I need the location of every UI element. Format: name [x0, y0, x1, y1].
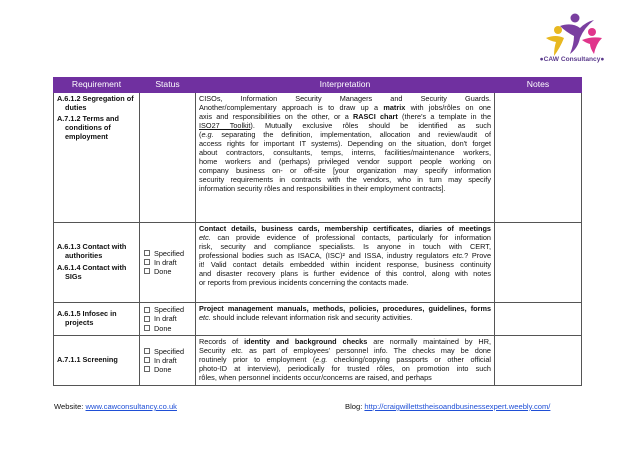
checkbox-icon[interactable]	[144, 250, 150, 256]
requirement-label: A.6.1.5 Infosec in projects	[57, 308, 117, 327]
status-option-label: In draft	[154, 355, 177, 365]
status-option-label: In draft	[154, 314, 177, 324]
notes-cell[interactable]	[495, 336, 582, 386]
checkbox-icon[interactable]	[144, 307, 150, 313]
interpretation-line: CISOs, Information Security Managers and Security Guards.	[199, 94, 491, 103]
requirement-cell	[54, 336, 140, 386]
interpretation-cell	[196, 303, 495, 336]
status-option[interactable]	[143, 258, 192, 267]
interpretation-line: information security rôles and responsibilities in their employment contracts].	[199, 184, 446, 194]
header-notes: Notes	[495, 78, 582, 93]
footer-website	[54, 402, 177, 411]
status-cell	[140, 223, 196, 303]
interpretation-line: risk, security and compliance specialists. Is anyone in touch with CERT,	[199, 242, 491, 252]
interpretation-line: professional bodies such as ISACA, (ISC)² and ISSA, industry regulators etc.? Prove	[199, 251, 491, 261]
status-option-label: In draft	[154, 257, 177, 267]
footer-blog	[345, 402, 550, 411]
checkbox-icon[interactable]	[144, 259, 150, 265]
status-option[interactable]	[143, 324, 192, 333]
interpretation-cell	[196, 93, 495, 223]
interpretation-line: about contractors, consultants, temps, interns, facilities/maintenance workers,	[199, 148, 491, 158]
interpretation-line: Records of identity and background checks are normally maintained by HR,	[199, 337, 491, 346]
blog-label: Blog:	[345, 402, 365, 411]
interpretation-line: Contact details, business cards, membership certificates, diaries of meetings	[199, 224, 491, 233]
requirement-label: A.7.1.2 Terms and conditions of employment	[57, 114, 119, 142]
requirement-cell	[54, 93, 140, 223]
interpretation-line: etc. should include relevant information risk and security activities.	[199, 313, 413, 323]
status-option[interactable]	[143, 249, 192, 258]
blog-link[interactable]: http://craigwillettstheisoandbusinessexpert.weebly.com/	[364, 402, 551, 411]
checkbox-icon[interactable]	[144, 316, 150, 322]
interpretation-cell	[196, 336, 495, 386]
requirement-label: A.6.1.3 Contact with authorities	[57, 242, 127, 261]
status-option[interactable]	[143, 267, 192, 276]
status-cell	[140, 93, 196, 223]
checkbox-icon[interactable]	[144, 348, 150, 354]
interpretation-line: security requirements in contracts with the vendors, who in turn may specify	[199, 175, 491, 185]
interpretation-line: routinely prior to employment (e.g. checking/copying passports or other official	[199, 355, 491, 365]
interpretation-line: home workers and (perhaps) privileged vendor support people working on	[199, 157, 491, 167]
table-row	[54, 336, 582, 386]
interpretation-line: company business on- or off-site [your organization may specify information	[199, 166, 491, 176]
status-option-label: Done	[154, 323, 172, 333]
status-option-label: Done	[154, 365, 172, 375]
status-option-label: Specified	[154, 346, 185, 356]
status-option[interactable]	[143, 365, 192, 374]
status-cell	[140, 336, 196, 386]
header-requirement: Requirement	[54, 78, 140, 93]
interpretation-line: and disaster recovery plans is further evidence of this control, along with notes	[199, 269, 491, 279]
checkbox-icon[interactable]	[144, 357, 150, 363]
notes-cell[interactable]	[495, 223, 582, 303]
interpretation-line: Another/complementary approach is to draw up a matrix with jobs/rôles on one	[199, 103, 491, 113]
website-link[interactable]: www.cawconsultancy.co.uk	[85, 402, 177, 411]
checkbox-icon[interactable]	[144, 268, 150, 274]
table-row	[54, 93, 582, 223]
status-option[interactable]	[143, 305, 192, 314]
status-option-label: Done	[154, 267, 172, 277]
table-row	[54, 303, 582, 336]
checkbox-icon[interactable]	[144, 366, 150, 372]
requirement-cell	[54, 303, 140, 336]
interpretation-line: access rights for important IT systems). Depending on the situation, don't forget	[199, 139, 491, 149]
interpretation-line: photo-ID at interview), periodically for trusted rôles, on promotion into such	[199, 364, 491, 374]
interpretation-line: etc. can provide evidence of professional contacts, particularly for information	[199, 233, 491, 243]
status-option-label: Specified	[154, 305, 185, 315]
requirement-cell	[54, 223, 140, 303]
interpretation-line: Security etc. as part of employees' personnel info. The checks may be done	[199, 346, 491, 356]
logo-figures-icon	[546, 14, 602, 57]
status-option[interactable]	[143, 314, 192, 323]
requirement-label: A.7.1.1 Screening	[57, 354, 118, 364]
requirements-table	[53, 77, 582, 386]
requirement-label: A.6.1.4 Contact with SIGs	[57, 262, 127, 281]
table-header-row	[54, 78, 582, 93]
website-label: Website:	[54, 402, 86, 411]
table-row	[54, 223, 582, 303]
interpretation-line: rôles, when personnel incidents occur/concerns are raised, and perhaps	[199, 373, 432, 383]
interpretation-line: Project management manuals, methods, policies, procedures, guidelines, forms	[199, 304, 491, 313]
interpretation-line: ISO27 Toolkit). Mutually exclusive rôles should be identified as such	[199, 121, 491, 131]
notes-cell[interactable]	[495, 93, 582, 223]
interpretation-line: it! Valid contact details embedded within incident response, business continuity	[199, 260, 491, 270]
requirement-label: A.6.1.2 Segregation of duties	[57, 94, 134, 113]
interpretation-line: or reports from previous incidents concerning the contacts made.	[199, 278, 409, 288]
logo-text: ●CAW Consultancy●	[539, 56, 605, 63]
checkbox-icon[interactable]	[144, 325, 150, 331]
interpretation-cell	[196, 223, 495, 303]
caw-logo	[520, 8, 620, 74]
status-option[interactable]	[143, 347, 192, 356]
status-cell	[140, 303, 196, 336]
status-option-label: Specified	[154, 248, 185, 258]
status-option[interactable]	[143, 356, 192, 365]
interpretation-line: (e.g. separating the definition, implementation, allocation and review/audit of	[199, 130, 491, 140]
interpretation-line: axis and responsibilities on the other, or a RASCI chart (there's a template in the	[199, 112, 491, 122]
header-interpretation: Interpretation	[196, 78, 495, 93]
header-status: Status	[140, 78, 196, 93]
notes-cell[interactable]	[495, 303, 582, 336]
